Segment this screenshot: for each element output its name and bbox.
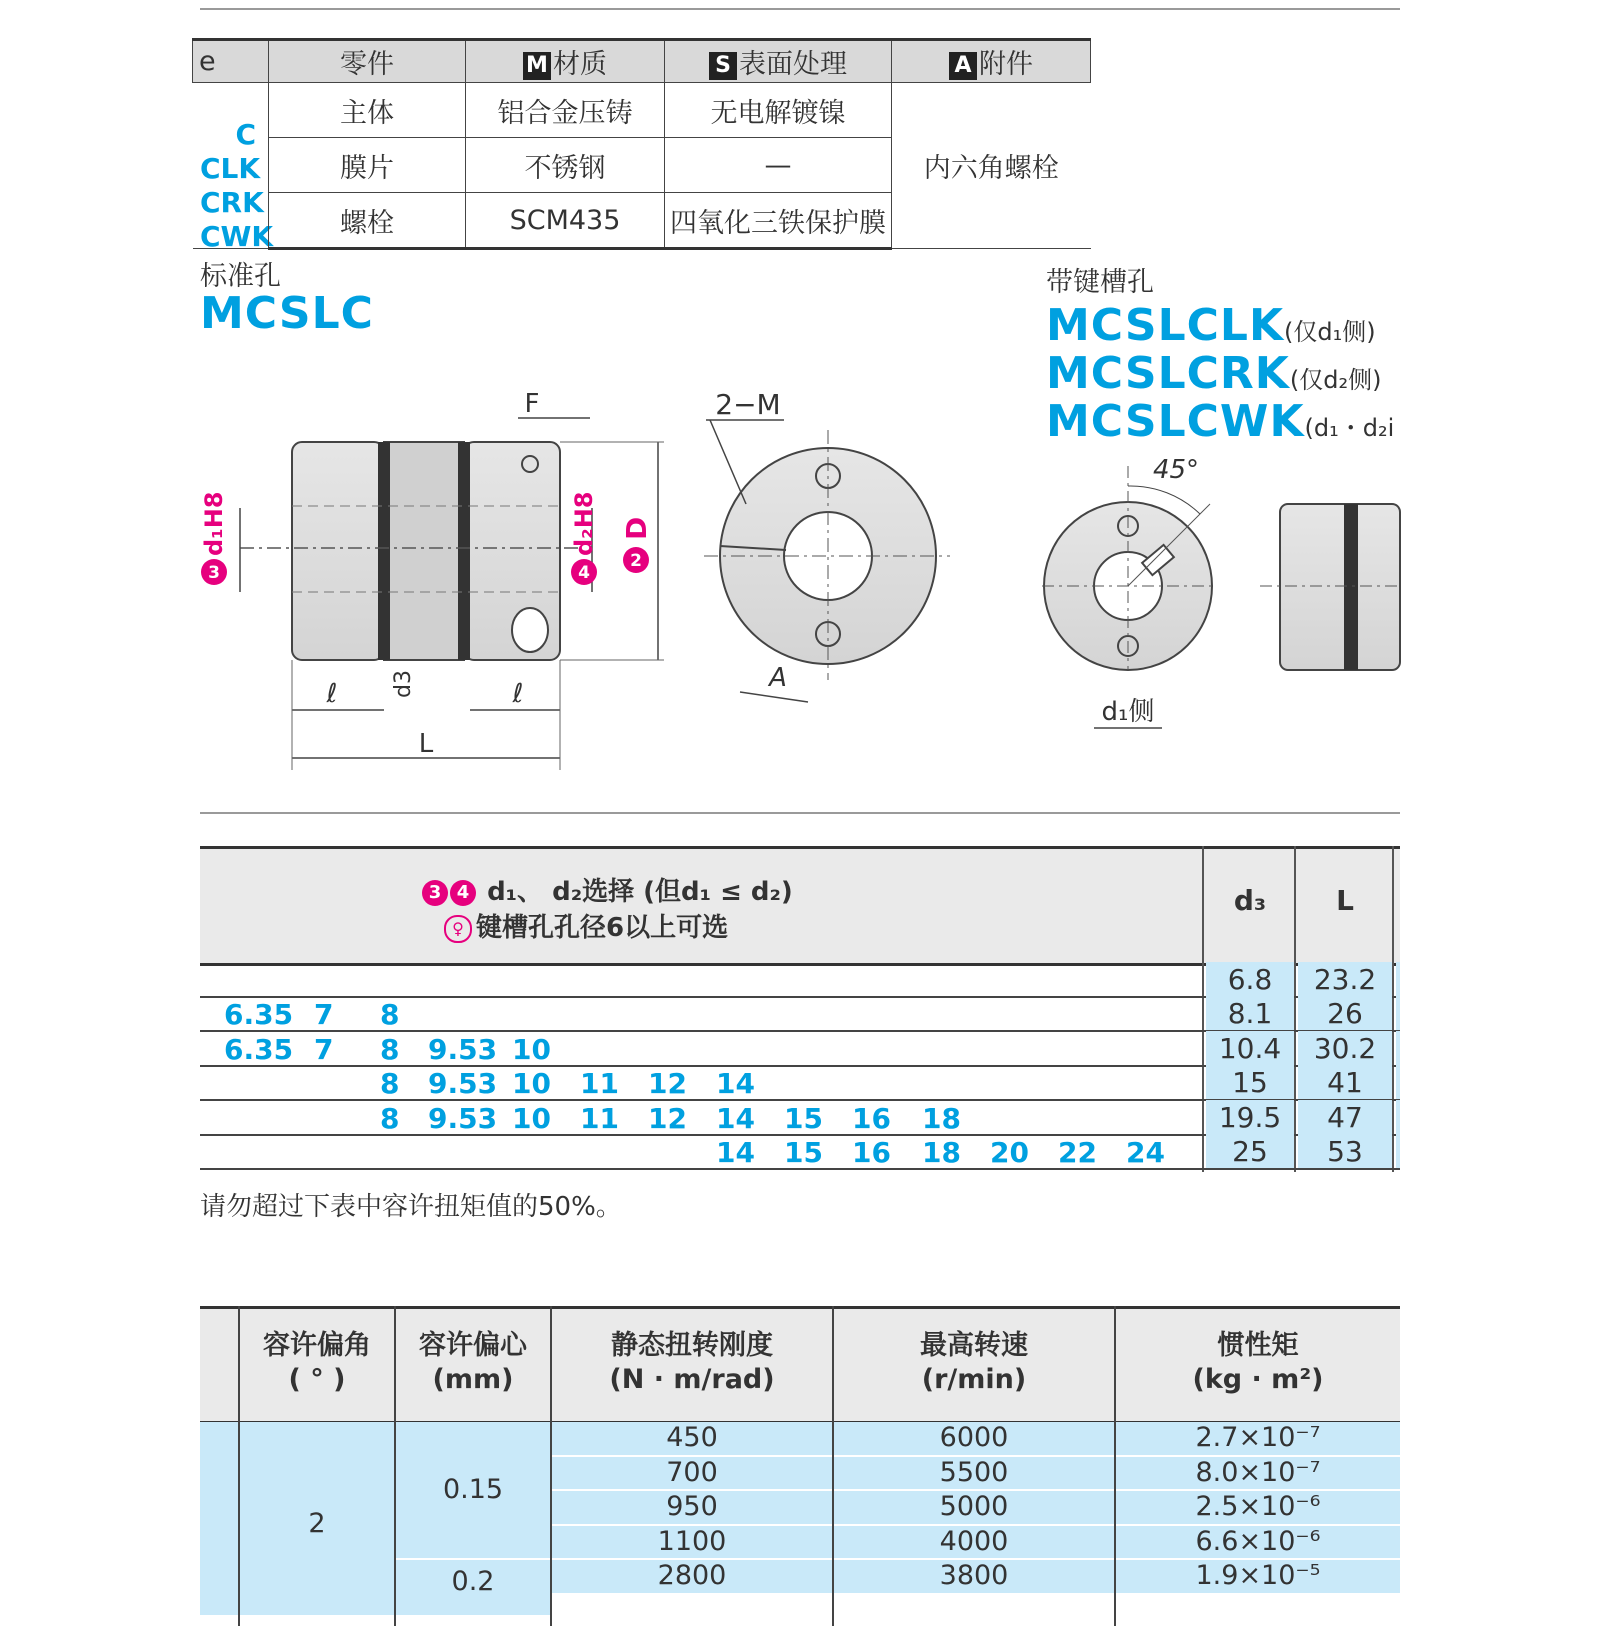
keyway-note — [444, 907, 728, 944]
stiffness-value: 2800 — [552, 1560, 832, 1593]
header-d3: d₃ — [1233, 884, 1267, 917]
keyway-icon: ♀ — [444, 915, 472, 943]
stiffness-value: 450 — [552, 1422, 832, 1455]
header-material — [466, 40, 665, 83]
standard-bore-label: 标准孔 — [200, 261, 281, 292]
keyed-bore-label: 带键槽孔 — [1046, 267, 1154, 298]
dim-D: D — [620, 516, 653, 540]
dim-d2: d₂H8 — [570, 491, 598, 556]
allowable-offset-value: 0.15 — [396, 1422, 550, 1558]
header-allowable-offset — [396, 1329, 550, 1397]
L-value: 30.2 — [1298, 1031, 1392, 1065]
max-speed-value: 6000 — [834, 1422, 1114, 1455]
keyed-model-lk-name: MCSLCLK — [1046, 300, 1285, 351]
dimension-row — [200, 962, 1400, 998]
bore-size: 7 — [314, 1032, 334, 1066]
coupling-end-view — [704, 420, 950, 702]
code-crk: CRK — [200, 186, 264, 219]
inertia-value: 2.7×10⁻⁷ — [1116, 1422, 1400, 1455]
bore-size: 12 — [648, 1101, 687, 1135]
row-tail — [1396, 1100, 1400, 1134]
bore-size: 8 — [380, 998, 400, 1032]
inertia-value: 2.5×10⁻⁶ — [1116, 1491, 1400, 1524]
dim-M: 2−M — [715, 388, 781, 421]
bore-size: 16 — [852, 1101, 891, 1135]
bore-selection-note — [422, 871, 793, 908]
surface-body: 无电解镀镍 — [665, 83, 892, 138]
row-tail — [1396, 996, 1400, 1030]
header-stiffness — [552, 1329, 832, 1397]
code-clk: CLK — [200, 152, 261, 185]
header-surface — [665, 40, 892, 83]
allowable-angle-value: 2 — [240, 1422, 394, 1615]
bore-size: 7 — [314, 998, 334, 1032]
bore-size: 9.53 — [428, 1032, 498, 1066]
stiffness-value: 950 — [552, 1491, 832, 1524]
bore-size: 8 — [380, 1101, 400, 1135]
row-tail — [1396, 1134, 1400, 1168]
bore-size: 20 — [990, 1136, 1029, 1169]
header-allowable-angle-unit: ( ° ) — [288, 1364, 346, 1395]
L-value: 23.2 — [1298, 962, 1392, 996]
coupling-side-view — [240, 418, 664, 770]
header-partial: e — [193, 40, 269, 83]
allowable-offset-value: 0.2 — [396, 1560, 550, 1615]
header-allowable-angle — [240, 1329, 394, 1397]
keyed-model-lk — [1046, 300, 1376, 351]
performance-header — [200, 1306, 1400, 1424]
dim-l-left: ℓ — [326, 679, 338, 709]
torque-footnote: 请勿超过下表中容许扭矩值的50%。 — [200, 1192, 622, 1222]
material-table — [192, 38, 1091, 250]
dim-angle: 45° — [1152, 455, 1200, 485]
bore-size: 15 — [784, 1136, 823, 1169]
surface-bolt: 四氧化三铁保护膜 — [665, 193, 892, 249]
catalog-page — [200, 0, 1400, 1600]
bore-size: 6.35 — [224, 998, 294, 1032]
keyed-model-rk-name: MCSLCRK — [1046, 348, 1290, 399]
part-body: 主体 — [269, 83, 466, 138]
column-divider — [1114, 1306, 1116, 1626]
dim-d3: d3 — [391, 670, 416, 698]
row-tail — [1396, 962, 1400, 996]
bore-badge-4: 4 — [450, 880, 476, 906]
bore-size: 8 — [380, 1032, 400, 1066]
dimension-row — [200, 1031, 1400, 1067]
d3-value: 10.4 — [1206, 1031, 1294, 1065]
D-badge: 2 — [630, 551, 642, 571]
header-inertia-title: 惯性矩 — [1217, 1330, 1299, 1361]
stiffness-value: 700 — [552, 1457, 832, 1490]
header-stiffness-unit: (N · m/rad) — [609, 1364, 775, 1395]
bore-badge-3: 3 — [422, 880, 448, 906]
header-allowable-offset-unit: (mm) — [432, 1364, 514, 1395]
d3-value: 6.8 — [1206, 962, 1294, 996]
dim-F: F — [524, 389, 540, 419]
max-speed-value: 3800 — [834, 1560, 1114, 1593]
keyway-text: 键槽孔孔径6以上可选 — [476, 913, 729, 943]
code-cwk: CWK — [200, 220, 274, 253]
header-max-speed-title: 最高转速 — [920, 1330, 1028, 1361]
max-speed-value: 5500 — [834, 1457, 1114, 1490]
row-tail — [1396, 1031, 1400, 1065]
d3-value: 15 — [1206, 1065, 1294, 1099]
column-divider — [394, 1306, 396, 1626]
header-part: 零件 — [269, 40, 466, 83]
dim-L: L — [418, 729, 434, 759]
bore-size: 14 — [716, 1136, 755, 1169]
header-stiffness-title: 静态扭转刚度 — [611, 1330, 773, 1361]
bore-size: 6.35 — [224, 1032, 294, 1066]
material-body: 铝合金压铸 — [466, 83, 665, 138]
dimension-row — [200, 1065, 1400, 1101]
inertia-value: 1.9×10⁻⁵ — [1116, 1560, 1400, 1593]
L-value: 26 — [1298, 996, 1392, 1030]
part-bolt: 螺栓 — [269, 193, 466, 249]
material-bolt: SCM435 — [466, 193, 665, 249]
header-material-text: 材质 — [553, 49, 607, 80]
coupling-drawing — [200, 380, 1400, 790]
bore-size: 9.53 — [428, 1067, 498, 1101]
bore-size: 10 — [512, 1032, 551, 1066]
header-max-speed-unit: (r/min) — [921, 1364, 1027, 1395]
model-stub-column — [200, 1422, 238, 1615]
bore-size: 14 — [716, 1067, 755, 1101]
keyed-model-wk-name: MCSLCWK — [1046, 396, 1305, 447]
column-divider — [238, 1306, 240, 1626]
bore-size: 22 — [1058, 1136, 1097, 1169]
bore-size: 10 — [512, 1067, 551, 1101]
L-value: 47 — [1298, 1100, 1392, 1134]
dim-A: A — [769, 663, 787, 693]
inertia-value: 8.0×10⁻⁷ — [1116, 1457, 1400, 1490]
header-allowable-angle-title: 容许偏角 — [263, 1330, 371, 1361]
keyed-end-view — [1042, 466, 1400, 728]
stiffness-value: 1100 — [552, 1526, 832, 1559]
code-c: C — [235, 118, 256, 151]
top-rule — [200, 8, 1400, 10]
dimension-row — [200, 1100, 1400, 1136]
d2-badge: 4 — [578, 563, 590, 583]
keyed-model-lk-note: (仅d₁侧) — [1284, 318, 1376, 346]
material-diaphragm: 不锈钢 — [466, 138, 665, 193]
material-badge: M — [523, 52, 551, 80]
d1-badge: 3 — [208, 563, 220, 583]
bore-size: 11 — [580, 1067, 619, 1101]
header-inertia-unit: (kg · m²) — [1192, 1364, 1324, 1395]
mid-rule — [200, 812, 1400, 814]
dimension-row — [200, 1134, 1400, 1170]
max-speed-value: 5000 — [834, 1491, 1114, 1524]
header-allowable-offset-title: 容许偏心 — [419, 1330, 527, 1361]
d3-value: 19.5 — [1206, 1100, 1294, 1134]
keyed-model-rk-note: (仅d₂侧) — [1289, 366, 1382, 394]
accessory-value: 内六角螺栓 — [892, 83, 1091, 249]
code-cell — [193, 83, 269, 249]
row-tail — [1396, 1065, 1400, 1099]
bore-size: 10 — [512, 1101, 551, 1135]
column-divider — [832, 1306, 834, 1626]
bore-selection-text: d₁、 d₂选择 (但d₁ ≤ d₂) — [487, 877, 793, 907]
L-value: 53 — [1298, 1134, 1392, 1168]
bore-size: 12 — [648, 1067, 687, 1101]
dim-d1: d₁H8 — [200, 491, 228, 556]
accessory-badge: A — [949, 52, 977, 80]
bore-size: 9.53 — [428, 1101, 498, 1135]
bore-size: 15 — [784, 1101, 823, 1135]
bore-size: 11 — [580, 1101, 619, 1135]
surface-badge: S — [709, 52, 737, 80]
standard-model: MCSLC — [200, 288, 374, 339]
L-value: 41 — [1298, 1065, 1392, 1099]
max-speed-value: 4000 — [834, 1526, 1114, 1559]
d3-value: 25 — [1206, 1134, 1294, 1168]
part-diaphragm: 膜片 — [269, 138, 466, 193]
d3-value: 8.1 — [1206, 996, 1294, 1030]
keyed-model-wk-note: (d₁・d₂i — [1304, 414, 1395, 442]
column-divider — [550, 1306, 552, 1626]
side-label: d₁侧 — [1101, 697, 1155, 727]
inertia-value: 6.6×10⁻⁶ — [1116, 1526, 1400, 1559]
dim-l-right: ℓ — [512, 679, 524, 709]
header-surface-text: 表面处理 — [739, 49, 847, 80]
bore-size: 16 — [852, 1136, 891, 1169]
bore-size: 24 — [1126, 1136, 1165, 1169]
header-accessory — [892, 40, 1091, 83]
bore-size: 14 — [716, 1101, 755, 1135]
bore-size: 8 — [380, 1067, 400, 1101]
dimension-row — [200, 996, 1400, 1032]
header-accessory-text: 附件 — [979, 49, 1033, 80]
bore-size: 18 — [922, 1101, 961, 1135]
surface-diaphragm: — — [665, 138, 892, 193]
bore-size: 18 — [922, 1136, 961, 1169]
header-L: L — [1336, 884, 1354, 917]
header-max-speed — [834, 1329, 1114, 1397]
header-inertia — [1116, 1329, 1400, 1397]
